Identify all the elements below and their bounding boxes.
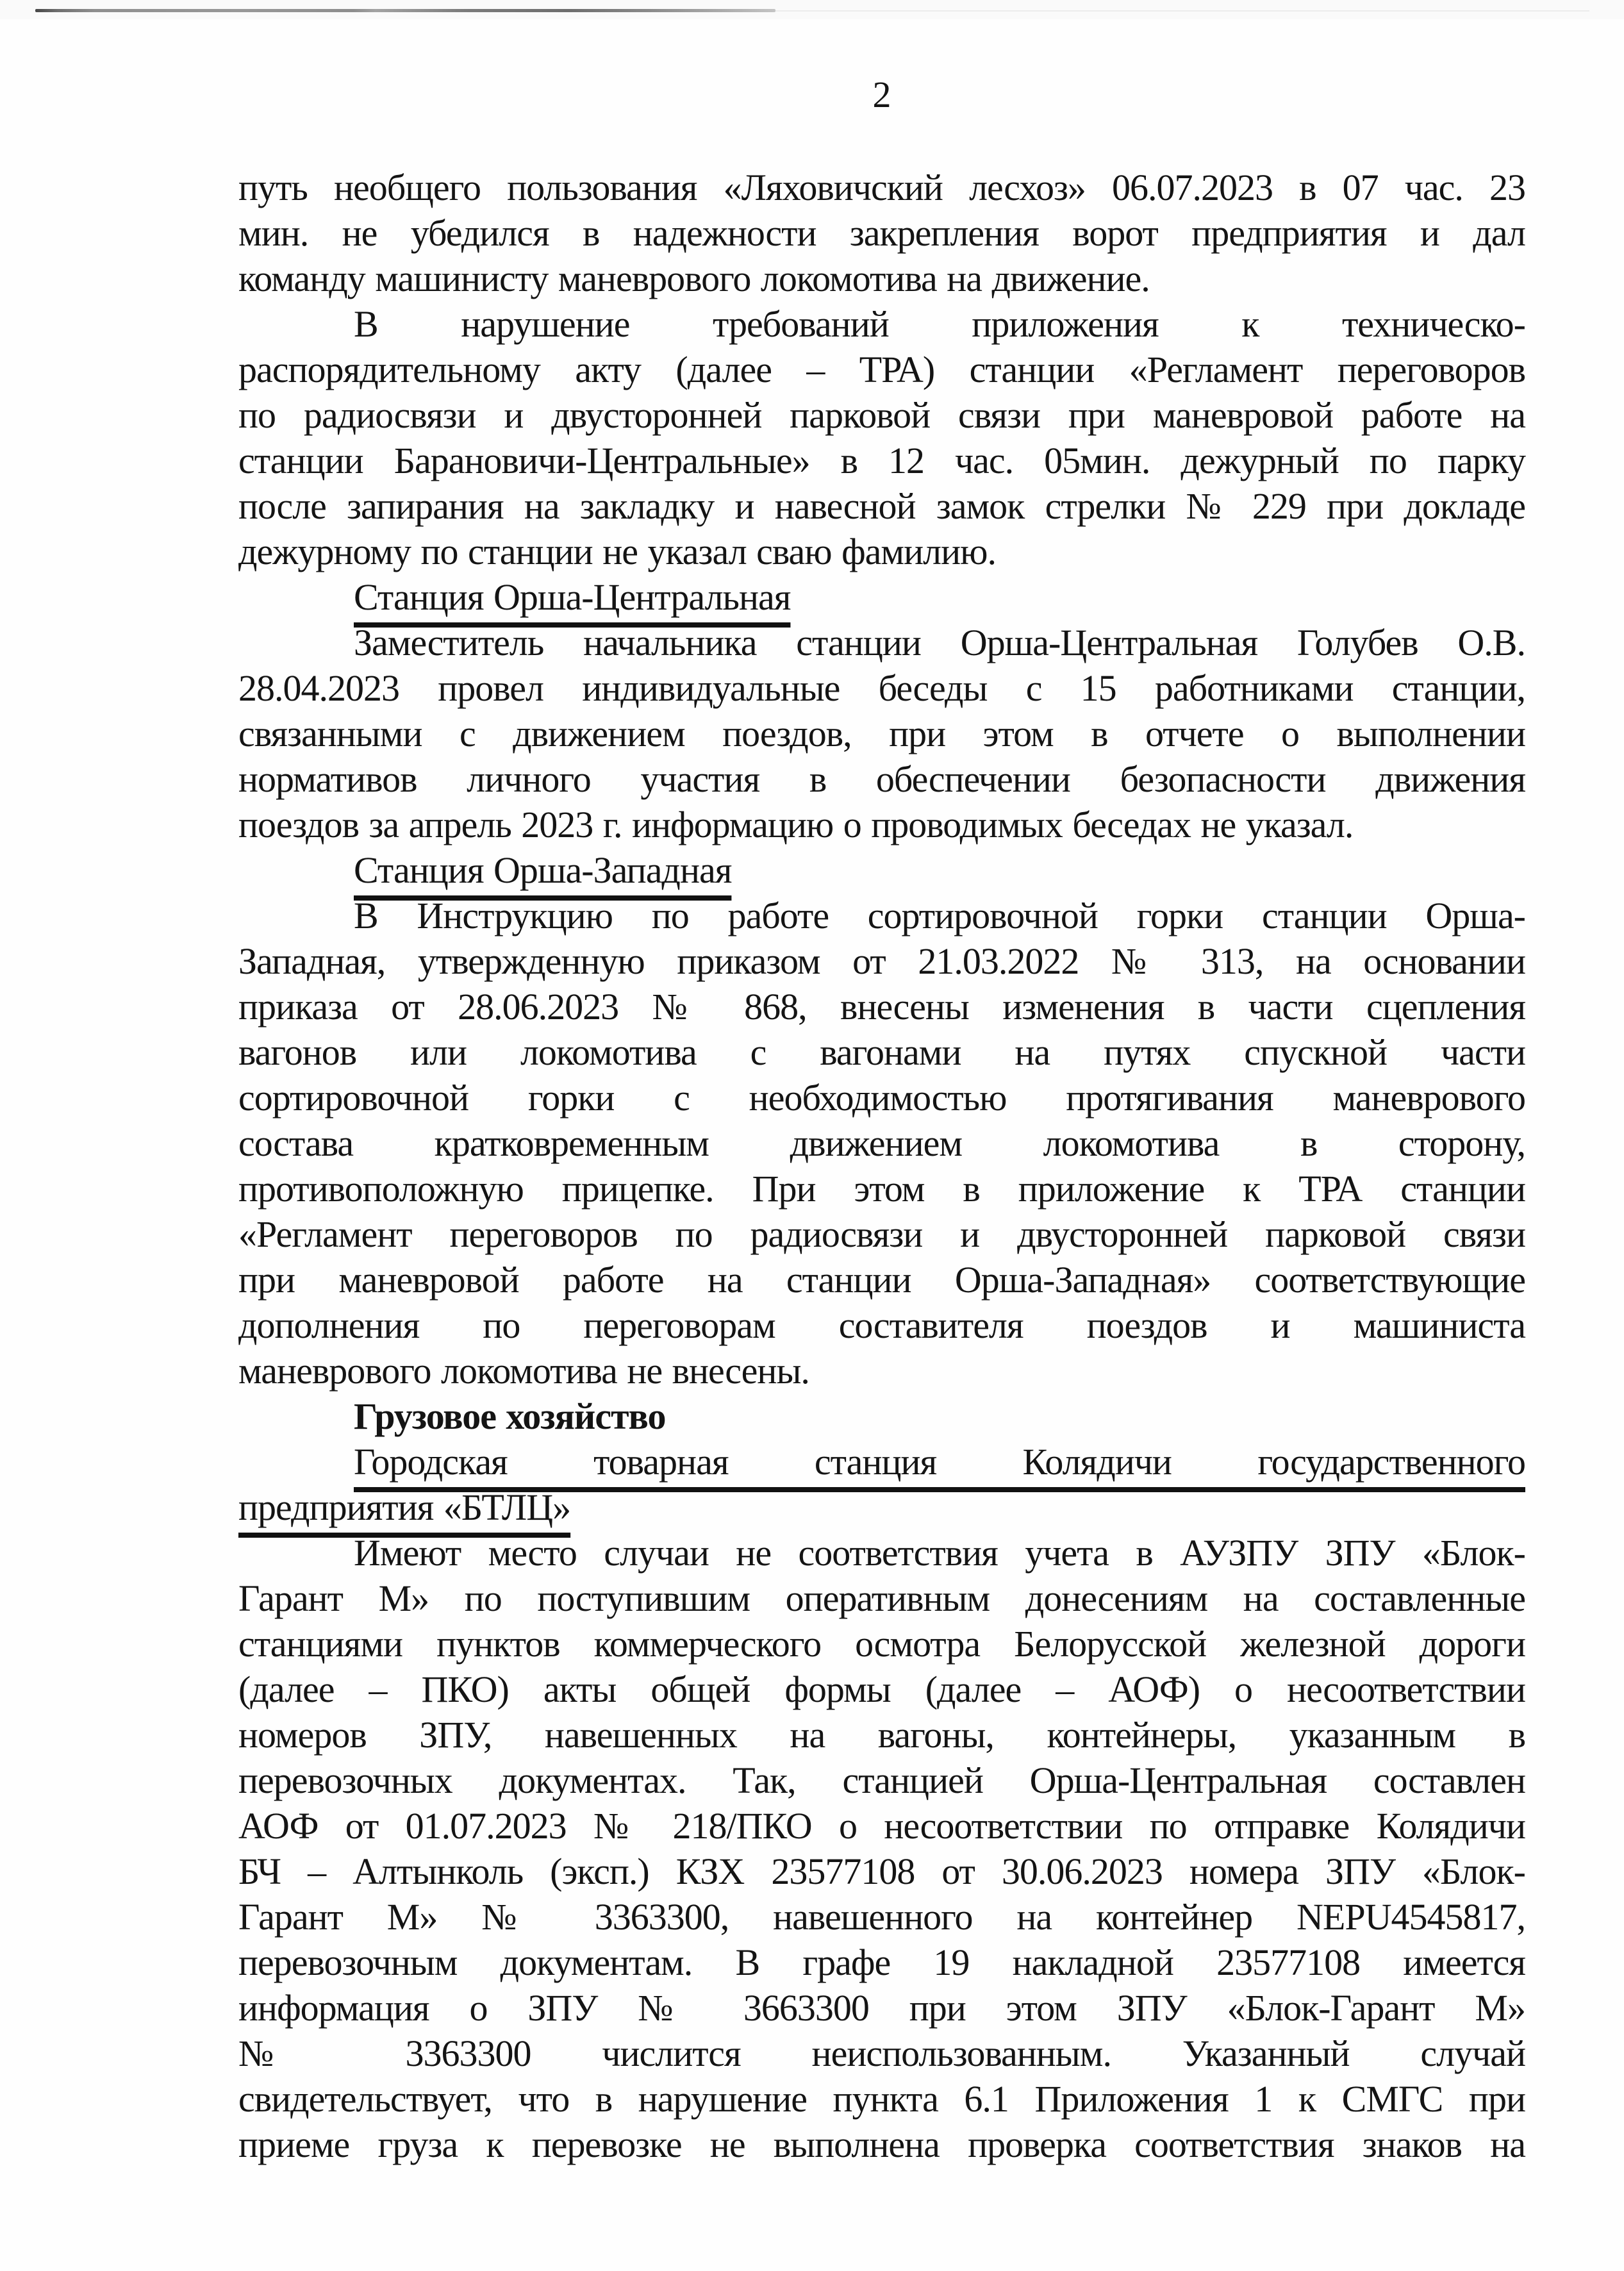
text-line-30 xyxy=(238,1485,1525,1530)
text-line-37: АОФ от 01.07.2023 № 218/ПКО о несоответствии по отправке Колядичи xyxy=(238,1805,1525,1847)
page-number: 2 xyxy=(872,74,891,115)
text-line-14: нормативов личного участия в обеспечении безопасности движения xyxy=(238,758,1525,800)
text-line-41: информация о ЗПУ № 3663300 при этом ЗПУ «Блок-Гарант М» xyxy=(238,1987,1525,2029)
text-line-5: распорядительному акту (далее – ТРА) станции «Регламент переговоров xyxy=(238,349,1525,390)
text-line-26: дополнения по переговорам составителя поездов и машиниста xyxy=(238,1304,1525,1346)
text-line-17: В Инструкцию по работе сортировочной горки станции Орша- xyxy=(354,895,1525,936)
text-line-32: Гарант М» по поступившим оперативным донесениям на составленные xyxy=(238,1577,1525,1619)
scan-artifact-line-faint xyxy=(775,10,1589,12)
text-line-28: Грузовое хозяйство xyxy=(354,1395,666,1437)
text-line-8: после запирания на закладку и навесной замок стрелки № 229 при докладе xyxy=(238,485,1525,527)
text-line-18: Западная, утвержденную приказом от 21.03.2022 № 313, на основании xyxy=(238,940,1525,982)
text-line-19: приказа от 28.06.2023 № 868, внесены изменения в части сцепления xyxy=(238,986,1525,1027)
text-line-40: перевозочным документам. В графе 19 накладной 23577108 имеется xyxy=(238,1942,1525,1983)
text-line-27: маневрового локомотива не внесены. xyxy=(238,1350,809,1392)
text-line-23: противоположную прицепке. При этом в приложение к ТРА станции xyxy=(238,1168,1525,1210)
text-line-11: Заместитель начальника станции Орша-Центральная Голубев О.В. xyxy=(354,622,1525,663)
text-line-31: Имеют место случаи не соответствия учета в АУЗПУ ЗПУ «Блок- xyxy=(354,1532,1525,1574)
text-line-7: станции Барановичи-Центральные» в 12 час. 05мин. дежурный по парку xyxy=(238,440,1525,481)
text-line-22: состава кратковременным движением локомотива в сторону, xyxy=(238,1122,1525,1164)
text-line-39: Гарант М» № 3363300, навешенного на контейнер NEPU4545817, xyxy=(238,1896,1525,1938)
underlined-heading: предприятия «БТЛЦ» xyxy=(238,1486,571,1528)
text-line-33: станциями пунктов коммерческого осмотра Белорусской железной дороги xyxy=(238,1623,1525,1665)
text-line-34: (далее – ПКО) акты общей формы (далее – АОФ) о несоответствии xyxy=(238,1668,1525,1710)
text-line-2: мин. не убедился в надежности закрепления ворот предприятия и дал xyxy=(238,212,1525,254)
text-line-4: В нарушение требований приложения к техническо- xyxy=(354,303,1525,345)
text-line-35: номеров ЗПУ, навешенных на вагоны, контейнеры, указанным в xyxy=(238,1714,1525,1756)
underlined-heading: Городская товарная станция Колядичи государственного xyxy=(354,1441,1525,1483)
text-line-15: поездов за апрель 2023 г. информацию о проводимых беседах не указал. xyxy=(238,804,1354,845)
text-line-20: вагонов или локомотива с вагонами на путях спускной части xyxy=(238,1031,1525,1073)
text-line-44: приеме груза к перевозке не выполнена проверка соответствия знаков на xyxy=(238,2124,1525,2165)
text-line-36: перевозочных документах. Так, станцией Орша-Центральная составлен xyxy=(238,1759,1525,1801)
text-line-1: путь необщего пользования «Ляховичский лесхоз» 06.07.2023 в 07 час. 23 xyxy=(238,167,1525,208)
text-line-10 xyxy=(238,574,1525,620)
text-line-21: сортировочной горки с необходимостью протягивания маневрового xyxy=(238,1077,1525,1119)
scan-artifact-line xyxy=(35,9,775,12)
text-line-16 xyxy=(238,847,1525,893)
text-line-6: по радиосвязи и двусторонней парковой связи при маневровой работе на xyxy=(238,394,1525,436)
text-line-42: № 3363300 числится неиспользованным. Указанный случай xyxy=(238,2033,1525,2074)
text-line-3: команду машинисту маневрового локомотива на движение. xyxy=(238,258,1150,299)
text-line-38: БЧ – Алтынколь (эксп.) КЗХ 23577108 от 30.06.2023 номера ЗПУ «Блок- xyxy=(238,1851,1525,1892)
text-line-24: «Регламент переговоров по радиосвязи и двусторонней парковой связи xyxy=(238,1213,1525,1255)
text-line-29 xyxy=(238,1439,1525,1485)
text-line-25: при маневровой работе на станции Орша-Западная» соответствующие xyxy=(238,1259,1525,1301)
document-body xyxy=(238,165,1525,2167)
underlined-heading: Станция Орша-Центральная xyxy=(354,576,791,618)
text-line-9: дежурному по станции не указал сваю фамилию. xyxy=(238,531,996,572)
text-line-43: свидетельствует, что в нарушение пункта 6.1 Приложения 1 к СМГС при xyxy=(238,2078,1525,2120)
text-line-13: связанными с движением поездов, при этом в отчете о выполнении xyxy=(238,713,1525,754)
text-line-12: 28.04.2023 провел индивидуальные беседы с 15 работниками станции, xyxy=(238,667,1525,709)
underlined-heading: Станция Орша-Западная xyxy=(354,849,732,891)
